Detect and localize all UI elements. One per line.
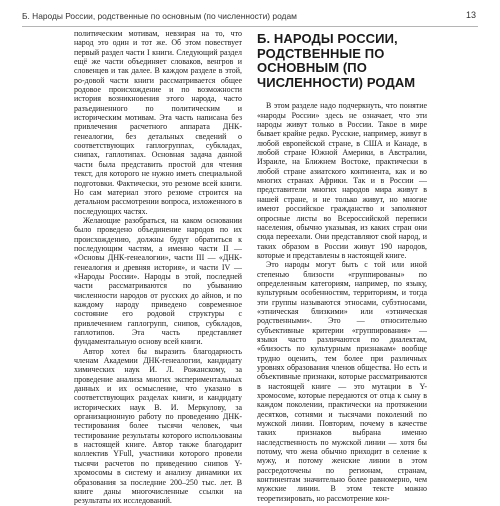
- page-number: 13: [465, 10, 476, 20]
- right-column: [257, 29, 427, 503]
- left-column: [74, 29, 242, 506]
- running-title: Б. Народы России, родственные по основным (по численности) родам: [22, 11, 297, 21]
- paragraph: Это народы могут быть с той или иной степенью близости «группированы» по определенным категориям, например, по языку, культурным особенностям, территориям, и тогда эти группы называются этносами, субэтносами, «этническая близкими» или «этническая родственными». Это — относительно субъективные критерии «группирования» — языки часто различаются по диалектам, «близость по культурным признакам» вообще трудно оценить, тем более при различных уровнях образования членов общества. Но есть и объективные признаки, которые рассматриваются в настоящей книге — это мутации в Y-хромосоме, которые передаются от отца к сыну в каждом поколении, практически на протяжении десятков, сотнями и тысячами поколений по мужской линии. Повторим, почему в качестве таких признаков выбрана именно наследственность по мужской линии — хотя бы потому, что жена обычно приходит в селение к мужу, и потому женские линии в этом рассредоточены по регионам, странам, континентам значительно более равномерно, чем мужские линии. В этом тексте можно теоретизировать, но рассмотрение кон-: [257, 260, 427, 503]
- paragraph: Автор хотел бы выразить благодарность членам Академии ДНК-генеалогии, кандидату химических наук И. Л. Рожанскому, за проведение анализа многих экспериментальных данных и их осмысление, что указано в соответствующих разделах книги, и кандидату исторических наук В. И. Меркулову, за организационную работу по проведению ДНК-тестирования более тысячи человек, чьи тестирование результаты которого использованы в настоящей книге. Автор также благодарит коллектив YFull, участники которого провели тысячи расчетов по приведению снипов Y-хромосомы в систему и анализу динамики их образования за последние 200–250 тыс. лет. В книге даны многочисленные ссылки на результаты их исследований.: [74, 346, 242, 506]
- paragraph: политическим мотивам, невзирая на то, что народ это один и тот же. Об этом повествует первый раздел части I книги. Следующий раздел ещё же части объединяет словаков, венгров и словенцев и так далее. В каждом разделе в этой, ро-довой части книги рассматривается общее родовое происхождение и по возможности история возникновения этого народа, часто разъединенного по политическим и историческим мотивам. Эта часть написана без привлечения расчетного аппарата ДНК-генеалогии, без детальных сведений о соответствующих гаплогруппах, субкладах, снипах, гаплотипах. Основная задача данной части была представить простой для чтения текст, для которого не нужно иметь специальной подготовки. Фактически, это резюме всей книги. Но сам материал этого резюме строится на детальном рассмотрении вопроса, изложенного в последующих частях.: [74, 29, 242, 216]
- paragraph: В этом разделе надо подчеркнуть, что понятие «народы России» здесь не означает, что эти народы живут только в России. Такое в мире бывает крайне редко. Русские, например, живут в любой европейской стране, в США и Канаде, в любой стране Южной Америки, в Австралии, Израиле, на Ближнем Востоке, практически в любой стране азиатского континента, как и во многих странах Африки. Так и в России — представители многих народов мира живут в нашей стране, и не только живут, но многие имеют российское гражданство и заполняют опросные листы во Всероссийской переписи населения, обычно указывая, из каких стран они сюда переехали. Они представляют свой народ, и таких образом в России живут 190 народов, которые и представлены в настоящей книге.: [257, 101, 427, 260]
- section-heading: Б. НАРОДЫ РОССИИ, РОДСТВЕННЫЕ ПО ОСНОВНЫМ (ПО ЧИСЛЕННОСТИ) РОДАМ: [257, 31, 416, 90]
- paragraph: Желающие разобраться, на каком основании было проведено объединение народов по их происхождению, должны будут обратиться к последующим частям, а именно части II — «Основы ДНК-генеалогии», части III — «ДНК-генеалогия и древняя история», и части IV — «Народы России». Народы в этой, последней части рассматриваются по убыванию численности народов от русских до айнов, и по каждому народу приведено современное состояние его родовой структуры с привлечением гаплогрупп, снипов, субкладов, гаплотипов. Эта часть представляет фундаментальную основу всей книги.: [74, 215, 242, 347]
- page-header: [22, 10, 478, 27]
